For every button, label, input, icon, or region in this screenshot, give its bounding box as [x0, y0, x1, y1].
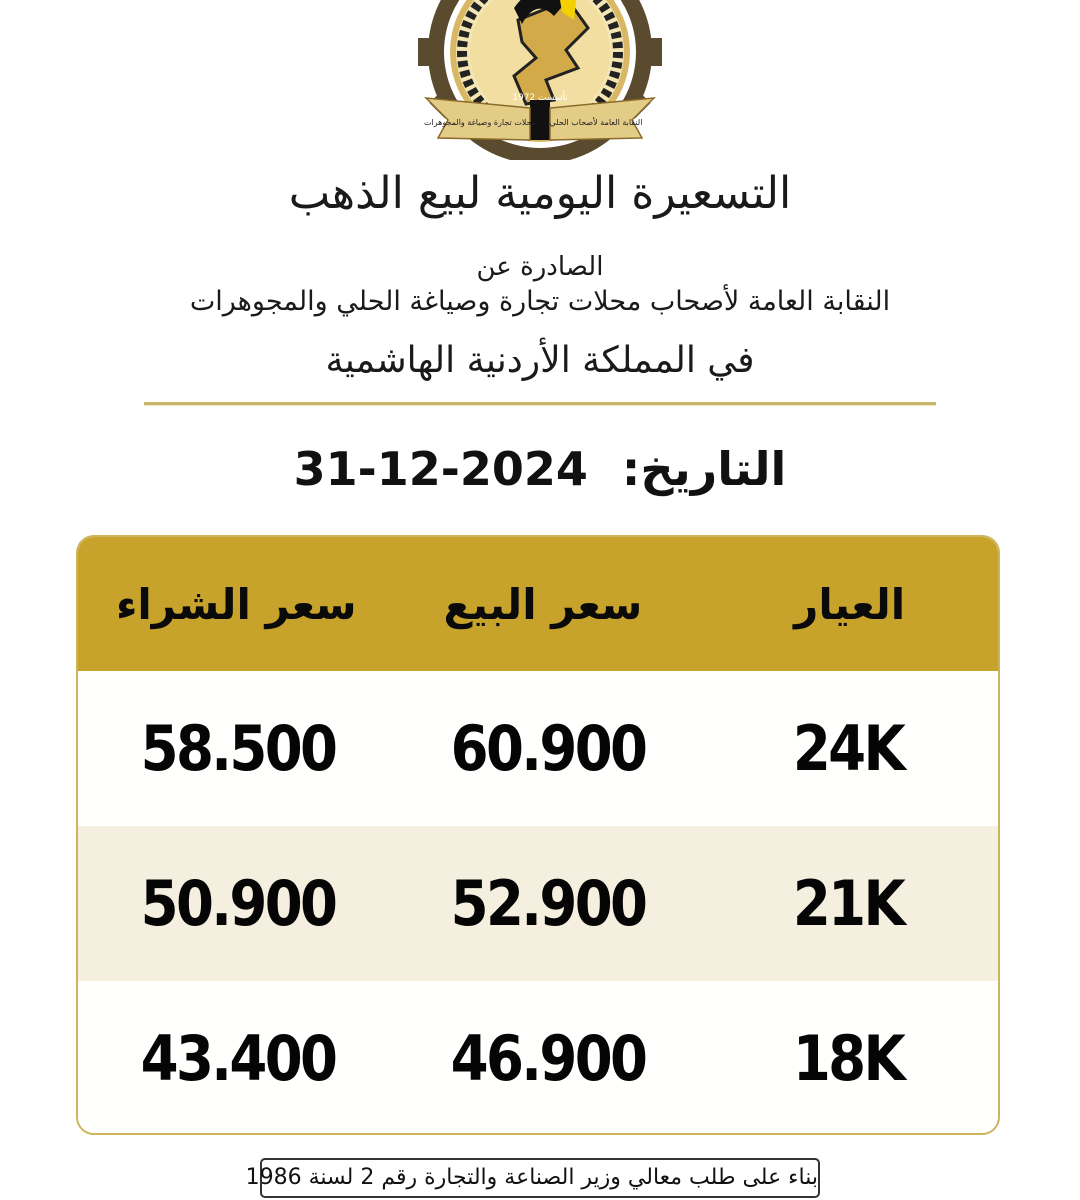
karat-cell: 21K	[792, 867, 904, 940]
founded-text: تأسست 1972	[512, 93, 568, 103]
gold-price-table	[76, 535, 1000, 1135]
table-row	[78, 981, 998, 1135]
country-name: في المملكة الأردنية الهاشمية	[325, 340, 755, 381]
syndicate-logo	[418, 0, 662, 160]
table-row	[78, 671, 998, 826]
ribbon-left-text: محلات تجارة وصياغة والمجوهرات	[423, 118, 537, 127]
buy-price-cell: 43.400	[140, 1022, 336, 1095]
organization-name: النقابة العامة لأصحاب محلات تجارة وصياغة الحلي والمجوهرات	[189, 286, 891, 317]
ribbon-right-text: النقابة العامة لأصحاب الحلي	[549, 118, 643, 127]
sell-price-cell: 46.900	[450, 1022, 646, 1095]
buy-price-cell: 58.500	[140, 712, 336, 785]
column-header-buy-price: سعر الشراء	[115, 579, 357, 629]
sell-price-cell: 60.900	[450, 712, 646, 785]
karat-cell: 18K	[792, 1022, 904, 1095]
ministerial-decree-note: بناء على طلب معالي وزير الصناعة والتجارة رقم 2 لسنة 1986	[260, 1158, 820, 1198]
date-value: 31-12-2024	[293, 442, 588, 496]
buy-price-cell: 50.900	[140, 867, 336, 940]
issued-by-text: الصادرة عن	[476, 252, 604, 282]
header-divider	[144, 402, 936, 406]
sell-price-cell: 52.900	[450, 867, 646, 940]
column-header-sell-price: سعر البيع	[443, 579, 643, 629]
date-label: التاريخ:	[621, 442, 787, 496]
table-header	[78, 537, 998, 671]
page-title: التسعيرة اليومية لبيع الذهب	[288, 168, 792, 219]
table-row	[78, 826, 998, 981]
column-header-karat: العيار	[794, 579, 906, 629]
date-line	[0, 442, 1080, 496]
karat-cell: 24K	[792, 712, 904, 785]
